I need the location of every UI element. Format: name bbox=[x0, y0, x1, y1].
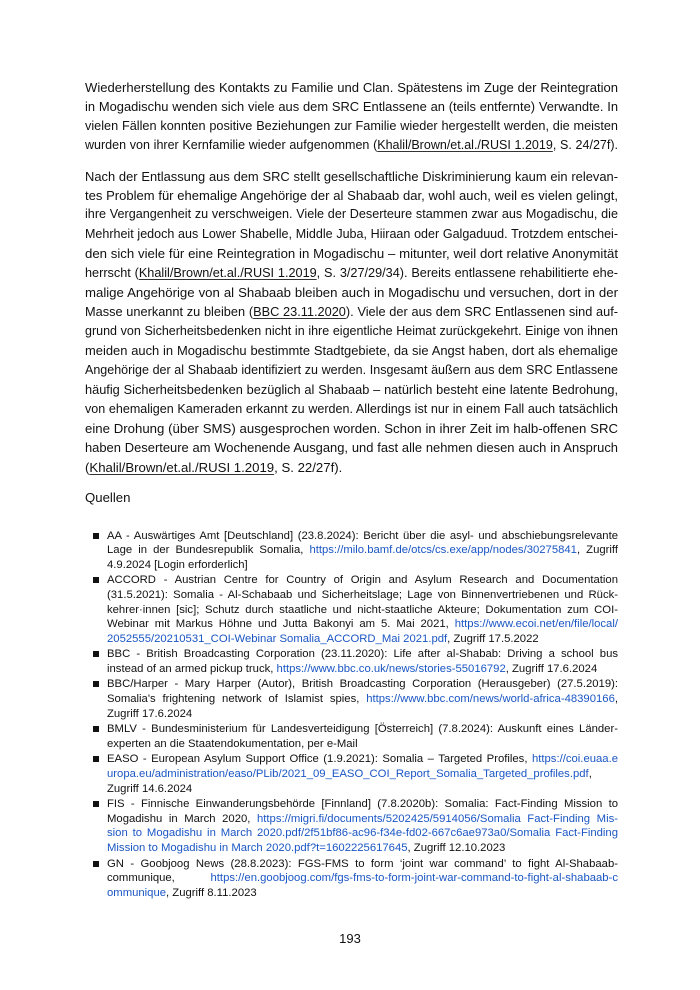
sources-heading: Quellen bbox=[85, 490, 131, 506]
ref-line: FIS - Finnische Einwanderungsbehörde [Finnland] (7.8.2020b): Somalia: Fact-Finding Mission to bbox=[107, 798, 618, 811]
reference-link[interactable]: sion to Mogadishu in March 2020.pdf/2f51bf86-ac96-f34e-fd02-667c6ae973a0/Somalia Fact-Finding bbox=[107, 827, 618, 840]
ref-line bbox=[107, 812, 618, 827]
ref-text: , Zugriff 8.11.2023 bbox=[166, 886, 257, 899]
ref-text: EASO - European Asylum Support Office (1.9.2021): Somalia – Targeted Profiles, bbox=[107, 753, 532, 766]
text-line: grund von Sicherheitsbedenken nicht in ihre eigentliche Heimat zurückgekehrt. Einige von ihnen bbox=[85, 323, 618, 338]
reference-link[interactable]: Mission to Mogadishu in March 2020.pdf?t=1602225617645 bbox=[107, 842, 408, 854]
ref-text: communique, bbox=[107, 872, 211, 885]
reference-link[interactable]: https://migri.fi/documents/5202425/5914056/Somalia Fact-Finding Mis- bbox=[256, 812, 618, 825]
ref-text: , Zugriff 17.6.2024 bbox=[505, 662, 598, 675]
reference-link[interactable]: https://coi.euaa.e bbox=[531, 753, 618, 766]
ref-line bbox=[107, 767, 618, 782]
square-bullet-icon bbox=[93, 651, 99, 657]
ref-line: BMLV - Bundesministerium für Landesverteidigung [Österreich] (7.8.2024): Auskunft eines Länder- bbox=[107, 723, 618, 736]
square-bullet-icon bbox=[93, 756, 99, 762]
ref-line: 4.9.2024 [Login erforderlich] bbox=[107, 558, 248, 571]
reference-item-accord bbox=[107, 573, 618, 646]
citation-link[interactable]: Khalil/Brown/et.al./RUSI 1.2019 bbox=[377, 138, 553, 153]
ref-text: , Zugriff bbox=[576, 544, 618, 557]
text-line bbox=[85, 458, 618, 477]
citation-link[interactable]: Khalil/Brown/et.al./RUSI 1.2019 bbox=[138, 265, 317, 280]
ref-line: Zugriff 14.6.2024 bbox=[107, 782, 193, 795]
ref-line bbox=[107, 632, 618, 647]
citation-link[interactable]: Khalil/Brown/et.al./RUSI 1.2019 bbox=[89, 459, 275, 475]
ref-text: instead of an armed pickup truck, bbox=[107, 662, 277, 675]
square-bullet-icon bbox=[93, 533, 99, 539]
text-line bbox=[85, 136, 618, 155]
text-segment: Masse unerkannt zu bleiben ( bbox=[85, 304, 254, 320]
ref-line bbox=[107, 662, 618, 677]
reference-item-bbc bbox=[107, 647, 618, 676]
text-line: vielen Fällen konnten positive Beziehungen zur Familie wieder hergestellt werden, die meisten bbox=[85, 118, 618, 133]
ref-line: ACCORD - Austrian Centre for Country of Origin and Asylum Research and Documentation bbox=[107, 574, 618, 587]
ref-line bbox=[107, 543, 618, 558]
ref-line: BBC - British Broadcasting Corporation (23.11.2020): Life after al-Shabab: Driving a school bus bbox=[107, 648, 618, 661]
paragraph-1 bbox=[85, 78, 618, 156]
square-bullet-icon bbox=[93, 861, 99, 867]
text-line: Angehörige der al Shabaab identifiziert zu werden. Insgesamt äußern aus dem SRC Entlassene bbox=[85, 362, 618, 377]
reference-link[interactable]: 2052555/20210531_COI-Webinar Somalia_ACCORD_Mai 2021.pdf bbox=[107, 632, 448, 645]
text-line: haben Deserteure am Wochenende Ausgang, und fast alle nehmen diesen auch in Anspruch bbox=[85, 440, 618, 456]
ref-line: AA - Auswärtiges Amt [Deutschland] (23.8.2024): Bericht über die asyl- und abschiebungsrelevante bbox=[107, 529, 618, 542]
reference-link[interactable]: uropa.eu/administration/easo/PLib/2021_09_EASO_COI_Report_Somalia_Targeted_profiles.pdf bbox=[107, 768, 589, 781]
ref-line bbox=[107, 841, 618, 856]
page-body bbox=[85, 78, 618, 901]
ref-line bbox=[107, 617, 618, 632]
text-line: ihre Vergangenheit zu verschweigen. Viele der Deserteure stammen zwar aus Mogadischu, die bbox=[85, 207, 618, 222]
reference-item-aa bbox=[107, 529, 618, 573]
ref-line: experten an die Staatendokumentation, per e-Mail bbox=[107, 737, 358, 750]
text-segment: wurden von ihrer Kernfamilie wieder aufgenommen ( bbox=[85, 138, 378, 153]
citation-link[interactable]: BBC 23.11.2020 bbox=[253, 304, 346, 320]
text-line bbox=[85, 302, 618, 321]
square-bullet-icon bbox=[93, 726, 99, 732]
text-line: Nach der Entlassung aus dem SRC stellt gesellschaftliche Diskriminierung kaum ein relevan- bbox=[85, 168, 618, 184]
ref-line: Zugriff 17.6.2024 bbox=[107, 707, 193, 720]
text-line: tes Problem für ehemalige Angehörige der al Shabaab dar, wohl auch, weil es vielen gelingt, bbox=[85, 188, 618, 204]
ref-line bbox=[107, 826, 618, 841]
ref-line: GN - Goobjoog News (28.8.2023): FGS-FMS to form ‘joint war command’ to fight Al-Shabaab- bbox=[107, 857, 618, 870]
ref-line: kehrer·innen [sic]; Schutz durch staatliche und nicht-staatliche Akteure; Dokumentation zum COI- bbox=[107, 603, 618, 616]
text-segment: ( bbox=[85, 459, 90, 475]
ref-line: (31.5.2021): Somalia - Al-Schabaab und Sicherheitslage; Lage von Binnenvertriebenen und Rück- bbox=[107, 588, 618, 601]
paragraph-2 bbox=[85, 167, 618, 478]
ref-text: , Zugriff 12.10.2023 bbox=[407, 842, 506, 854]
ref-line bbox=[107, 752, 618, 767]
square-bullet-icon bbox=[93, 681, 99, 687]
reference-item-bmlv bbox=[107, 722, 618, 751]
page-number: 193 bbox=[339, 931, 361, 946]
reference-link[interactable]: https://milo.bamf.de/otcs/cs.exe/app/nodes/30275841 bbox=[309, 544, 577, 557]
ref-text: Somalia's frightening network of Islamist spies, bbox=[107, 693, 367, 706]
ref-text: , Zugriff 17.5.2022 bbox=[447, 632, 539, 645]
ref-line bbox=[107, 692, 618, 707]
text-line: meiden auch in Mogadischu bestimmte Stadtgebiete, da sie Angst haben, dort als ehemalige bbox=[85, 343, 618, 359]
reference-link[interactable]: https://www.ecoi.net/en/file/local/ bbox=[454, 618, 618, 631]
reference-item-gn bbox=[107, 857, 618, 901]
ref-line: BBC/Harper - Mary Harper (Autor), British Broadcasting Corporation (Herausgeber) (27.5.2019): bbox=[107, 678, 618, 691]
text-line: in Mogadischu wenden sich viele aus dem SRC Entlassene an (teils entfernte) Verwandte. In bbox=[85, 99, 618, 115]
reference-list bbox=[85, 529, 618, 901]
text-segment: , S. 3/27/29/34). Bereits entlassene rehabilitierte ehe- bbox=[316, 265, 619, 280]
ref-text: Mogadishu in March 2020, bbox=[107, 812, 257, 825]
square-bullet-icon bbox=[93, 577, 99, 583]
reference-link[interactable]: https://www.bbc.com/news/world-africa-48390166 bbox=[366, 693, 615, 706]
ref-line bbox=[107, 871, 618, 886]
text-line: von ehemaligen Kameraden erkannt zu werden. Allerdings ist nur in einem Fall auch tatsächlich bbox=[85, 401, 618, 416]
reference-item-bbc-harper bbox=[107, 677, 618, 721]
reference-link[interactable]: ommunique bbox=[107, 886, 167, 899]
text-line bbox=[85, 264, 618, 283]
text-line: eine Drohung (über SMS) ausgesprochen worden. Schon in ihrer Zeit im halb-offenen SRC bbox=[85, 420, 618, 436]
square-bullet-icon bbox=[93, 801, 99, 807]
ref-text: Lage in der Bundesrepublik Somalia, bbox=[107, 544, 310, 557]
text-segment: , S. 22/27f). bbox=[274, 459, 343, 475]
text-line: malige Angehörige von al Shabaab bleiben auch in Mogadischu und versuchen, dort in der bbox=[85, 285, 618, 301]
text-segment: herrscht ( bbox=[85, 265, 139, 280]
text-line: den sich viele für eine Reintegration in Mogadischu – mitunter, weil dort relative Anonymität bbox=[85, 246, 618, 262]
ref-line bbox=[107, 886, 618, 901]
text-line: Wiederherstellung des Kontakts zu Familie und Clan. Spätestens im Zuge der Reintegration bbox=[85, 80, 618, 95]
reference-link[interactable]: https://en.goobjoog.com/fgs-fms-to-form-joint-war-command-to-fight-al-shabaab-c bbox=[210, 872, 618, 885]
ref-text: , bbox=[614, 693, 618, 706]
text-line: häufig Sicherheitsbedenken bezüglich al Shabaab – natürlich besteht eine latente Bedrohung, bbox=[85, 382, 618, 398]
text-line: Mehrheit jedoch aus Lower Shabelle, Middle Juba, Hiiraan oder Galgaduud. Trotzdem entschei- bbox=[85, 226, 618, 241]
text-segment: ). Viele der aus dem SRC Entlassenen sind auf- bbox=[345, 304, 619, 320]
reference-item-easo bbox=[107, 752, 618, 796]
reference-link[interactable]: https://www.bbc.co.uk/news/stories-55016792 bbox=[276, 662, 506, 675]
ref-text: , bbox=[588, 768, 592, 781]
reference-item-fis bbox=[107, 797, 618, 855]
text-segment: , S. 24/27f). bbox=[552, 138, 619, 153]
ref-text: Webinar mit Markus Höhne und Jutta Bakonyi am 5. Mai 2021, bbox=[107, 618, 455, 631]
